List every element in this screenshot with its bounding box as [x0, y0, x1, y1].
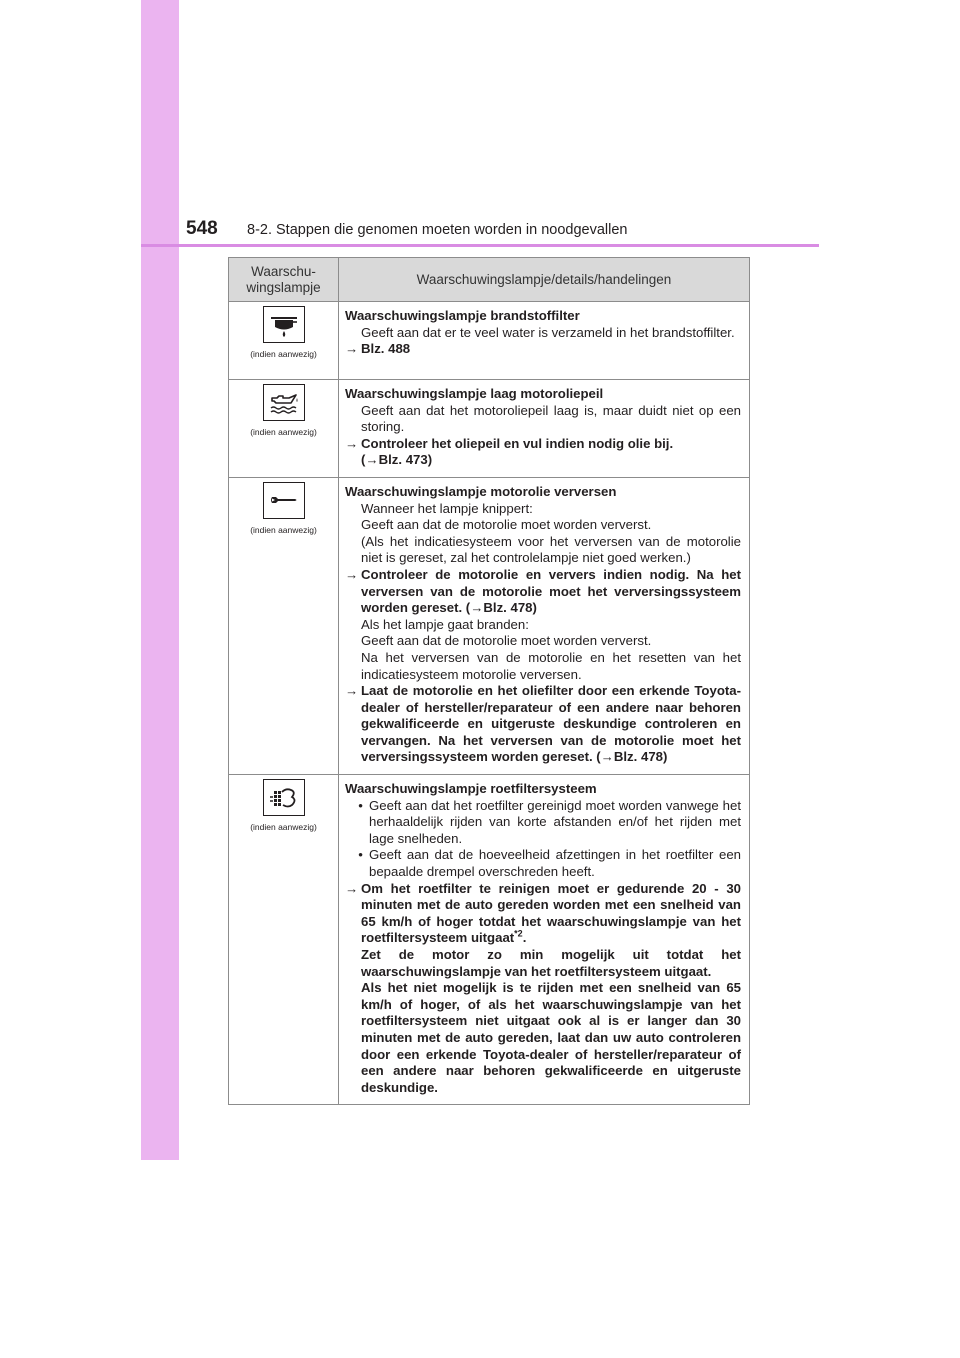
- table-row: [229, 302, 750, 380]
- lamp-title: Waarschuwingslampje roetfiltersysteem: [345, 781, 597, 797]
- table-header-row: [229, 258, 750, 302]
- availability-note: (indien aanwezig): [250, 427, 317, 437]
- details-cell: [339, 302, 750, 380]
- lamp-title: Waarschuwingslampje brandstoffilter: [345, 308, 580, 323]
- action-text: Om het roetfilter te reinigen moet er gedurende 20 - 30 minuten met de auto gereden worden met een snelheid van 65 km/h of hoger totdat het waarschuwingslampje van het roetfiltersysteem uitgaat: [361, 880, 741, 946]
- bullet-icon: •: [358, 847, 363, 863]
- section-title: 8-2. Stappen die genomen moeten worden in noodgevallen: [247, 222, 628, 238]
- arrow-icon: →: [345, 341, 359, 357]
- lamp-cell: [229, 380, 339, 478]
- column-header-lamp: Waarschu- wingslampje: [229, 258, 339, 302]
- lamp-cell: [229, 775, 339, 1105]
- description: Geeft aan dat de motorolie moet worden ververst.: [361, 517, 652, 533]
- page-reference: (→Blz. 473): [361, 452, 433, 468]
- details-cell: [339, 775, 750, 1105]
- bullet-item: [345, 798, 741, 848]
- action-item: [345, 567, 741, 617]
- warning-lamp-table: [228, 257, 750, 1105]
- arrow-icon: →: [345, 683, 359, 699]
- description: Geeft aan dat het motoroliepeil laag is, maar duidt niet op een storing.: [361, 402, 741, 435]
- arrow-icon: →: [345, 880, 359, 896]
- oil-level-icon: [263, 384, 305, 421]
- action-item: [345, 881, 741, 947]
- action-text: Controleer het oliepeil en vul indien nodig olie bij.: [361, 435, 674, 451]
- availability-note: (indien aanwezig): [250, 524, 317, 535]
- action-detail: Zet de motor zo min mogelijk uit totdat het waarschuwingslampje van het roetfiltersysteem uitgaat.: [361, 947, 741, 979]
- arrow-icon: →: [345, 566, 359, 582]
- action-text-end: .: [522, 930, 527, 946]
- details-cell: [339, 477, 750, 774]
- description: Na het verversen van de motorolie en het resetten van het indicatiesysteem motorolie verversen.: [361, 649, 741, 682]
- wrench-icon: [263, 482, 305, 519]
- fuel-filter-icon: [263, 306, 305, 343]
- header-divider: [141, 244, 819, 247]
- description: Geeft aan dat er te veel water is verzameld in het brandstoffilter.: [361, 324, 735, 340]
- bullet-text: Geeft aan dat het roetfilter gereinigd moet worden vanwege het herhaaldelijk rijden van korte afstanden en/of het rijden met lage snelheden.: [369, 797, 741, 846]
- page-number: 548: [186, 218, 218, 239]
- lamp-cell: [229, 477, 339, 774]
- lamp-title: Waarschuwingslampje motorolie verversen: [345, 483, 617, 499]
- arrow-icon: →: [345, 435, 359, 451]
- action-text: Laat de motorolie en het oliefilter door een erkende Toyota-dealer of hersteller/reparateur of een andere naar behoren gekwalificeerde en uitgeruste deskundige controleren en vervangen. Na het verversen van de motorolie moet het verversingssysteem worden gereset. (→Blz. 478): [361, 683, 741, 765]
- soot-filter-icon: [263, 779, 305, 816]
- column-header-details: Waarschuwingslampje/details/handelingen: [339, 258, 750, 302]
- bullet-text: Geeft aan dat de hoeveelheid afzettingen in het roetfilter een bepaalde drempel overschreden heeft.: [369, 847, 741, 880]
- action-text: Controleer de motorolie en ververs indien nodig. Na het verversen van de motorolie moet het verversingssysteem worden gereset. (→Blz. 478): [361, 566, 741, 616]
- chapter-side-strip: [141, 0, 179, 1160]
- description: (Als het indicatiesysteem voor het verversen van de motorolie niet is gereset, zal het controlelampje niet goed werken.): [361, 533, 741, 566]
- description: Als het lampje gaat branden:: [361, 616, 529, 632]
- lamp-title: Waarschuwingslampje laag motoroliepeil: [345, 386, 604, 401]
- action-detail: Als het niet mogelijk is te rijden met een snelheid van 65 km/h of hoger, of als het waarschuwingslampje van het roetfiltersysteem niet uitgaat ook al is er langer dan 30 minuten met de auto gereden, laat dan uw auto controleren door een erkende Toyota-dealer of hersteller/reparateur of een andere naar behoren gekwalificeerde en uitgeruste deskundige.: [361, 980, 741, 1095]
- details-cell: [339, 380, 750, 478]
- table-row: [229, 477, 750, 774]
- availability-note: (indien aanwezig): [250, 349, 317, 359]
- description: Wanneer het lampje knippert:: [361, 500, 533, 516]
- bullet-icon: •: [358, 797, 363, 813]
- footnote-marker: *2: [514, 929, 523, 940]
- availability-note: (indien aanwezig): [250, 822, 317, 833]
- action-item: [345, 683, 741, 766]
- lamp-cell: [229, 302, 339, 380]
- description: Geeft aan dat de motorolie moet worden ververst.: [361, 633, 652, 649]
- table-row: [229, 775, 750, 1105]
- page-reference: Blz. 488: [361, 341, 411, 357]
- action-item: [345, 436, 741, 469]
- table-row: [229, 380, 750, 478]
- action-item: [345, 341, 741, 358]
- bullet-item: [345, 847, 741, 880]
